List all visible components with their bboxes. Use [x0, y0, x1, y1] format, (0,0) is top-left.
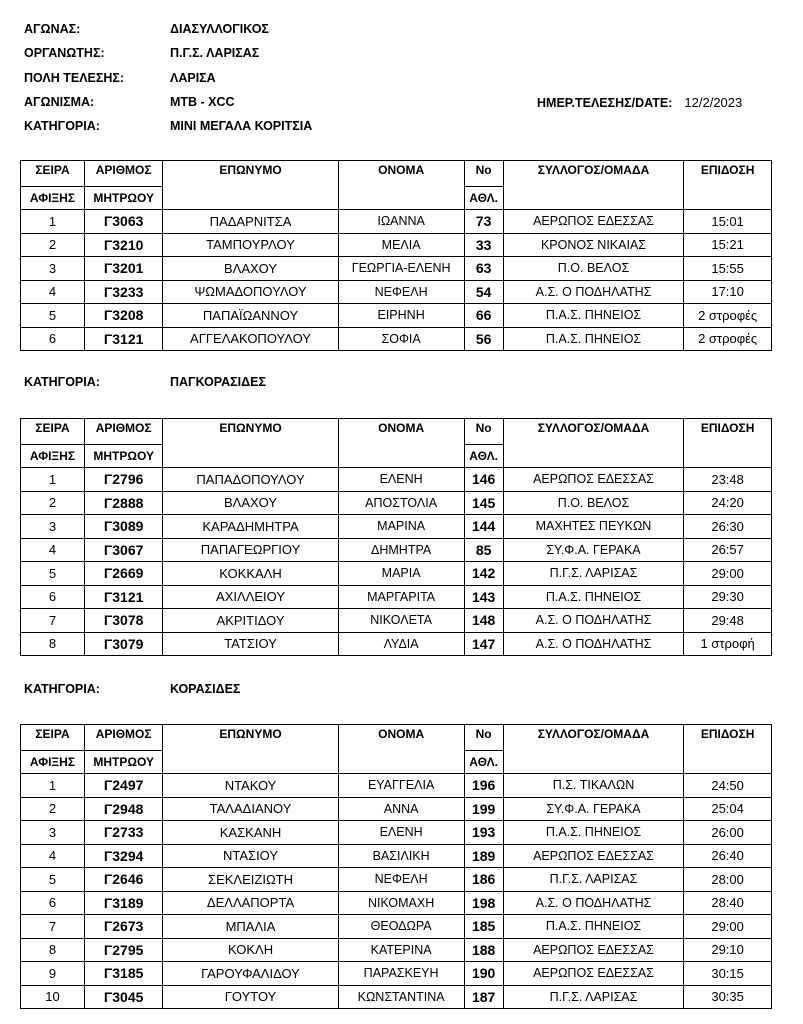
registry-number-cell: Γ3089 [84, 515, 162, 539]
date-value: 12/2/2023 [684, 95, 743, 110]
table-row [21, 985, 772, 1009]
table-header-row [21, 186, 772, 210]
club-cell: Α.Σ. Ο ΠΟΔΗΛΑΤΗΣ [503, 891, 684, 915]
registry-number-cell: Γ3078 [84, 609, 162, 633]
header-bib: Νο [464, 161, 503, 187]
rank-cell: 1 [21, 468, 85, 492]
rank-cell: 9 [21, 962, 85, 986]
bib-number-cell: 54 [464, 280, 503, 304]
club-cell: Π.Ο. ΒΕΛΟΣ [503, 257, 684, 281]
club-cell: ΣΥ.Φ.Α. ΓΕΡΑΚΑ [503, 538, 684, 562]
registry-number-cell: Γ2646 [84, 868, 162, 892]
table-row [21, 609, 772, 633]
header-bib: Νο [464, 725, 503, 751]
result-cell: 29:10 [684, 938, 772, 962]
table-row [21, 233, 772, 257]
results-table-korasides [20, 724, 772, 1009]
header-first-name-cont [338, 186, 464, 210]
surname-cell: ΓΑΡΟΥΦΑΛΙΔΟΥ [163, 962, 338, 986]
table-row [21, 257, 772, 281]
table-row [21, 821, 772, 845]
club-cell: ΜΑΧΗΤΕΣ ΠΕΥΚΩΝ [503, 515, 684, 539]
surname-cell: ΝΤΑΣΙΟΥ [163, 844, 338, 868]
bib-number-cell: 199 [464, 797, 503, 821]
bib-number-cell: 66 [464, 304, 503, 328]
table-header-row [21, 444, 772, 468]
rank-cell: 10 [21, 985, 85, 1009]
category-name: ΜΙΝΙ ΜΕΓΑΛΑ ΚΟΡΙΤΣΙΑ [170, 119, 313, 133]
registry-number-cell: Γ3045 [84, 985, 162, 1009]
header-result-cont [684, 444, 772, 468]
header-surname: ΕΠΩΝΥΜΟ [163, 725, 338, 751]
race-value: ΔΙΑΣΥΛΛΟΓΙΚΟΣ [170, 22, 269, 36]
bib-number-cell: 63 [464, 257, 503, 281]
header-first-name: ΟΝΟΜΑ [338, 419, 464, 445]
rank-cell: 2 [21, 797, 85, 821]
header-rank: ΣΕΙΡΑ [21, 725, 85, 751]
bib-number-cell: 85 [464, 538, 503, 562]
first-name-cell: ΒΑΣΙΛΙΚΗ [338, 844, 464, 868]
bib-number-cell: 147 [464, 632, 503, 656]
club-cell: ΑΕΡΩΠΟΣ ΕΔΕΣΣΑΣ [503, 468, 684, 492]
header-club: ΣΥΛΛΟΓΟΣ/ΟΜΑΔΑ [503, 161, 684, 187]
club-cell: ΑΕΡΩΠΟΣ ΕΔΕΣΣΑΣ [503, 938, 684, 962]
first-name-cell: ΕΛΕΝΗ [338, 821, 464, 845]
event-value: MTB - XCC [170, 95, 235, 109]
club-cell: Π.Α.Σ. ΠΗΝΕΙΟΣ [503, 821, 684, 845]
city-value: ΛΑΡΙΣΑ [170, 71, 216, 85]
header-registry-2: ΜΗΤΡΩΟΥ [84, 186, 162, 210]
header-bib: Νο [464, 419, 503, 445]
result-cell: 29:30 [684, 585, 772, 609]
club-cell: Π.Ο. ΒΕΛΟΣ [503, 491, 684, 515]
surname-cell: ΠΑΠΑΓΕΩΡΓΙΟΥ [163, 538, 338, 562]
header-result-cont [684, 750, 772, 774]
header-first-name-cont [338, 444, 464, 468]
bib-number-cell: 190 [464, 962, 503, 986]
header-registry: ΑΡΙΘΜΟΣ [84, 161, 162, 187]
result-cell: 28:40 [684, 891, 772, 915]
registry-number-cell: Γ2497 [84, 774, 162, 798]
first-name-cell: ΑΠΟΣΤΟΛΙΑ [338, 491, 464, 515]
table-row [21, 468, 772, 492]
first-name-cell: ΓΕΩΡΓΙΑ-ΕΛΕΝΗ [338, 257, 464, 281]
registry-number-cell: Γ3233 [84, 280, 162, 304]
club-cell: ΑΕΡΩΠΟΣ ΕΔΕΣΣΑΣ [503, 210, 684, 234]
header-club-cont [503, 750, 684, 774]
bib-number-cell: 144 [464, 515, 503, 539]
result-cell: 15:55 [684, 257, 772, 281]
rank-cell: 7 [21, 609, 85, 633]
rank-cell: 5 [21, 562, 85, 586]
first-name-cell: ΛΥΔΙΑ [338, 632, 464, 656]
bib-number-cell: 145 [464, 491, 503, 515]
table-header-row [21, 161, 772, 187]
surname-cell: ΚΟΚΚΑΛΗ [163, 562, 338, 586]
first-name-cell: ΔΗΜΗΤΡΑ [338, 538, 464, 562]
first-name-cell: ΜΑΡΓΑΡΙΤΑ [338, 585, 464, 609]
table-header-row [21, 419, 772, 445]
bib-number-cell: 196 [464, 774, 503, 798]
header-surname-cont [163, 750, 338, 774]
table-row [21, 844, 772, 868]
club-cell: Π.Σ. ΤΙΚΑΛΩΝ [503, 774, 684, 798]
table-row [21, 327, 772, 351]
table-row [21, 797, 772, 821]
header-registry: ΑΡΙΘΜΟΣ [84, 419, 162, 445]
header-registry: ΑΡΙΘΜΟΣ [84, 725, 162, 751]
rank-cell: 8 [21, 938, 85, 962]
header-surname-cont [163, 186, 338, 210]
first-name-cell: ΜΕΛΙΑ [338, 233, 464, 257]
surname-cell: ΚΟΚΛΗ [163, 938, 338, 962]
first-name-cell: ΝΙΚΟΜΑΧΗ [338, 891, 464, 915]
header-first-name: ΟΝΟΜΑ [338, 725, 464, 751]
header-bib-2: ΑΘΛ. [464, 750, 503, 774]
surname-cell: ΓΟΥΤΟΥ [163, 985, 338, 1009]
bib-number-cell: 186 [464, 868, 503, 892]
first-name-cell: ΝΕΦΕΛΗ [338, 280, 464, 304]
rank-cell: 1 [21, 774, 85, 798]
table-row [21, 962, 772, 986]
surname-cell: ΔΕΛΛΑΠΟΡΤΑ [163, 891, 338, 915]
surname-cell: ΒΛΑΧΟΥ [163, 257, 338, 281]
surname-cell: ΑΓΓΕΛΑΚΟΠΟΥΛΟΥ [163, 327, 338, 351]
rank-cell: 4 [21, 844, 85, 868]
registry-number-cell: Γ3208 [84, 304, 162, 328]
bib-number-cell: 56 [464, 327, 503, 351]
rank-cell: 2 [21, 491, 85, 515]
rank-cell: 3 [21, 257, 85, 281]
club-cell: Π.Γ.Σ. ΛΑΡΙΣΑΣ [503, 562, 684, 586]
first-name-cell: ΠΑΡΑΣΚΕΥΗ [338, 962, 464, 986]
category-label: ΚΑΤΗΓΟΡΙΑ: [24, 119, 100, 133]
registry-number-cell: Γ3067 [84, 538, 162, 562]
registry-number-cell: Γ2888 [84, 491, 162, 515]
result-cell: 29:00 [684, 562, 772, 586]
club-cell: ΑΕΡΩΠΟΣ ΕΔΕΣΣΑΣ [503, 962, 684, 986]
registry-number-cell: Γ3185 [84, 962, 162, 986]
registry-number-cell: Γ2673 [84, 915, 162, 939]
first-name-cell: ΝΕΦΕΛΗ [338, 868, 464, 892]
bib-number-cell: 189 [464, 844, 503, 868]
club-cell: Π.Α.Σ. ΠΗΝΕΙΟΣ [503, 915, 684, 939]
category-label: ΚΑΤΗΓΟΡΙΑ: [24, 682, 100, 696]
surname-cell: ΒΛΑΧΟΥ [163, 491, 338, 515]
table-header-row [21, 750, 772, 774]
header-bib-2: ΑΘΛ. [464, 186, 503, 210]
club-cell: ΣΥ.Φ.Α. ΓΕΡΑΚΑ [503, 797, 684, 821]
result-cell: 26:30 [684, 515, 772, 539]
surname-cell: ΠΑΠΑΔΟΠΟΥΛΟΥ [163, 468, 338, 492]
header-first-name: ΟΝΟΜΑ [338, 161, 464, 187]
header-result: ΕΠΙΔΟΣΗ [684, 725, 772, 751]
result-cell: 17:10 [684, 280, 772, 304]
header-result-cont [684, 186, 772, 210]
result-cell: 26:57 [684, 538, 772, 562]
rank-cell: 3 [21, 821, 85, 845]
club-cell: Π.Α.Σ. ΠΗΝΕΙΟΣ [503, 585, 684, 609]
header-first-name-cont [338, 750, 464, 774]
result-cell: 29:48 [684, 609, 772, 633]
header-club: ΣΥΛΛΟΓΟΣ/ΟΜΑΔΑ [503, 419, 684, 445]
race-label: ΑΓΩΝΑΣ: [24, 22, 81, 36]
first-name-cell: ΕΛΕΝΗ [338, 468, 464, 492]
bib-number-cell: 188 [464, 938, 503, 962]
surname-cell: ΤΑΛΑΔΙΑΝΟΥ [163, 797, 338, 821]
first-name-cell: ΝΙΚΟΛΕΤΑ [338, 609, 464, 633]
header-club: ΣΥΛΛΟΓΟΣ/ΟΜΑΔΑ [503, 725, 684, 751]
club-cell: Π.Α.Σ. ΠΗΝΕΙΟΣ [503, 327, 684, 351]
table-row [21, 210, 772, 234]
surname-cell: ΝΤΑΚΟΥ [163, 774, 338, 798]
surname-cell: ΜΠΑΛΙΑ [163, 915, 338, 939]
club-cell: Α.Σ. Ο ΠΟΔΗΛΑΤΗΣ [503, 609, 684, 633]
category-name: ΚΟΡΑΣΙΔΕΣ [170, 682, 241, 696]
registry-number-cell: Γ3121 [84, 585, 162, 609]
header-result: ΕΠΙΔΟΣΗ [684, 419, 772, 445]
registry-number-cell: Γ2669 [84, 562, 162, 586]
rank-cell: 1 [21, 210, 85, 234]
registry-number-cell: Γ2796 [84, 468, 162, 492]
header-rank: ΣΕΙΡΑ [21, 161, 85, 187]
first-name-cell: ΘΕΟΔΩΡΑ [338, 915, 464, 939]
table-row [21, 562, 772, 586]
event-label: ΑΓΩΝΙΣΜΑ: [24, 95, 95, 109]
surname-cell: ΑΚΡΙΤΙΔΟΥ [163, 609, 338, 633]
first-name-cell: ΑΝΝΑ [338, 797, 464, 821]
header-rank-2: ΑΦΙΞΗΣ [21, 750, 85, 774]
header-rank-2: ΑΦΙΞΗΣ [21, 444, 85, 468]
bib-number-cell: 198 [464, 891, 503, 915]
bib-number-cell: 143 [464, 585, 503, 609]
club-cell: Π.Γ.Σ. ΛΑΡΙΣΑΣ [503, 985, 684, 1009]
rank-cell: 4 [21, 538, 85, 562]
surname-cell: ΤΑΜΠΟΥΡΛΟΥ [163, 233, 338, 257]
rank-cell: 2 [21, 233, 85, 257]
bib-number-cell: 73 [464, 210, 503, 234]
result-cell: 26:00 [684, 821, 772, 845]
club-cell: Π.Γ.Σ. ΛΑΡΙΣΑΣ [503, 868, 684, 892]
result-cell: 15:21 [684, 233, 772, 257]
club-cell: Π.Α.Σ. ΠΗΝΕΙΟΣ [503, 304, 684, 328]
registry-number-cell: Γ3063 [84, 210, 162, 234]
result-cell: 23:48 [684, 468, 772, 492]
header-rank: ΣΕΙΡΑ [21, 419, 85, 445]
registry-number-cell: Γ3189 [84, 891, 162, 915]
header-bib-2: ΑΘΛ. [464, 444, 503, 468]
rank-cell: 4 [21, 280, 85, 304]
table-row [21, 891, 772, 915]
bib-number-cell: 193 [464, 821, 503, 845]
table-row [21, 868, 772, 892]
header-club-cont [503, 186, 684, 210]
table-row [21, 280, 772, 304]
registry-number-cell: Γ2733 [84, 821, 162, 845]
club-cell: ΚΡΟΝΟΣ ΝΙΚΑΙΑΣ [503, 233, 684, 257]
club-cell: Α.Σ. Ο ΠΟΔΗΛΑΤΗΣ [503, 632, 684, 656]
first-name-cell: ΣΟΦΙΑ [338, 327, 464, 351]
first-name-cell: ΕΥΑΓΓΕΛΙΑ [338, 774, 464, 798]
header-surname: ΕΠΩΝΥΜΟ [163, 419, 338, 445]
surname-cell: ΑΧΙΛΛΕΙΟΥ [163, 585, 338, 609]
result-cell: 30:15 [684, 962, 772, 986]
result-cell: 29:00 [684, 915, 772, 939]
bib-number-cell: 148 [464, 609, 503, 633]
organizer-value: Π.Γ.Σ. ΛΑΡΙΣΑΣ [170, 46, 260, 60]
table-row [21, 915, 772, 939]
registry-number-cell: Γ2795 [84, 938, 162, 962]
table-row [21, 491, 772, 515]
bib-number-cell: 187 [464, 985, 503, 1009]
header-surname: ΕΠΩΝΥΜΟ [163, 161, 338, 187]
registry-number-cell: Γ3294 [84, 844, 162, 868]
surname-cell: ΣΕΚΛΕΙΖΙΩΤΗ [163, 868, 338, 892]
registry-number-cell: Γ3121 [84, 327, 162, 351]
bib-number-cell: 142 [464, 562, 503, 586]
table-row [21, 938, 772, 962]
first-name-cell: ΜΑΡΙΑ [338, 562, 464, 586]
table-row [21, 304, 772, 328]
organizer-label: ΟΡΓΑΝΩΤΗΣ: [24, 46, 105, 60]
rank-cell: 6 [21, 585, 85, 609]
header-result: ΕΠΙΔΟΣΗ [684, 161, 772, 187]
result-cell: 28:00 [684, 868, 772, 892]
registry-number-cell: Γ2948 [84, 797, 162, 821]
club-cell: Α.Σ. Ο ΠΟΔΗΛΑΤΗΣ [503, 280, 684, 304]
result-cell: 25:04 [684, 797, 772, 821]
rank-cell: 5 [21, 304, 85, 328]
rank-cell: 7 [21, 915, 85, 939]
header-registry-2: ΜΗΤΡΩΟΥ [84, 750, 162, 774]
city-label: ΠΟΛΗ ΤΕΛΕΣΗΣ: [24, 71, 125, 85]
result-cell: 2 στροφές [684, 304, 772, 328]
result-cell: 2 στροφές [684, 327, 772, 351]
result-cell: 1 στροφή [684, 632, 772, 656]
rank-cell: 8 [21, 632, 85, 656]
result-cell: 24:50 [684, 774, 772, 798]
category-name: ΠΑΓΚΟΡΑΣΙΔΕΣ [170, 375, 266, 389]
registry-number-cell: Γ3201 [84, 257, 162, 281]
surname-cell: ΚΑΣΚΑΝΗ [163, 821, 338, 845]
first-name-cell: ΕΙΡΗΝΗ [338, 304, 464, 328]
first-name-cell: ΙΩΑΝΝΑ [338, 210, 464, 234]
table-row [21, 515, 772, 539]
surname-cell: ΤΑΤΣΙΟΥ [163, 632, 338, 656]
header-rank-2: ΑΦΙΞΗΣ [21, 186, 85, 210]
rank-cell: 6 [21, 891, 85, 915]
rank-cell: 5 [21, 868, 85, 892]
rank-cell: 3 [21, 515, 85, 539]
bib-number-cell: 33 [464, 233, 503, 257]
rank-cell: 6 [21, 327, 85, 351]
header-surname-cont [163, 444, 338, 468]
table-row [21, 774, 772, 798]
registry-number-cell: Γ3210 [84, 233, 162, 257]
result-cell: 26:40 [684, 844, 772, 868]
club-cell: ΑΕΡΩΠΟΣ ΕΔΕΣΣΑΣ [503, 844, 684, 868]
result-cell: 30:35 [684, 985, 772, 1009]
header-club-cont [503, 444, 684, 468]
result-cell: 24:20 [684, 491, 772, 515]
table-row [21, 632, 772, 656]
table-row [21, 585, 772, 609]
surname-cell: ΠΑΠΑΪΩΑΝΝΟΥ [163, 304, 338, 328]
registry-number-cell: Γ3079 [84, 632, 162, 656]
date-label: ΗΜΕΡ.ΤΕΛΕΣΗΣ/DATE: [537, 96, 673, 110]
results-table-mini [20, 160, 772, 351]
header-registry-2: ΜΗΤΡΩΟΥ [84, 444, 162, 468]
category-label: ΚΑΤΗΓΟΡΙΑ: [24, 375, 100, 389]
surname-cell: ΠΑΔΑΡΝΙΤΣΑ [163, 210, 338, 234]
results-table-pagkorasides [20, 418, 772, 656]
first-name-cell: ΜΑΡΙΝΑ [338, 515, 464, 539]
bib-number-cell: 185 [464, 915, 503, 939]
result-cell: 15:01 [684, 210, 772, 234]
bib-number-cell: 146 [464, 468, 503, 492]
first-name-cell: ΚΩΝΣΤΑΝΤΙΝΑ [338, 985, 464, 1009]
surname-cell: ΚΑΡΑΔΗΜΗΤΡΑ [163, 515, 338, 539]
first-name-cell: ΚΑΤΕΡΙΝΑ [338, 938, 464, 962]
surname-cell: ΨΩΜΑΔΟΠΟΥΛΟΥ [163, 280, 338, 304]
table-row [21, 538, 772, 562]
table-header-row [21, 725, 772, 751]
date-row [537, 95, 742, 110]
